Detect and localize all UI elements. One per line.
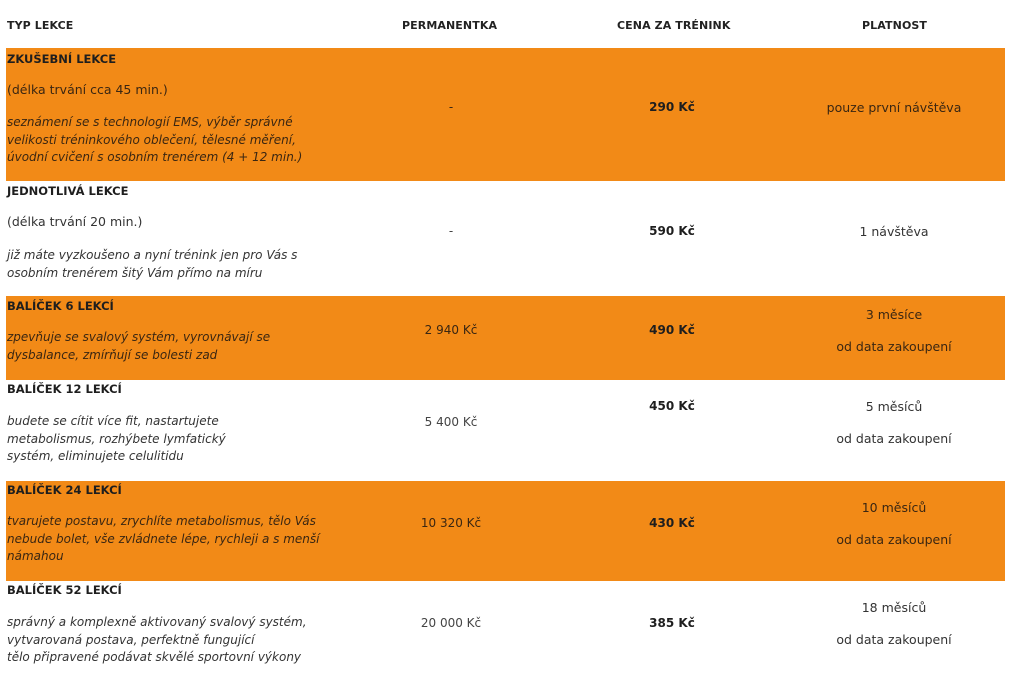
row-price: 590 Kč xyxy=(649,224,695,238)
header-type: TYP LEKCE xyxy=(7,19,74,32)
row-title: BALÍČEK 52 LEKCÍ xyxy=(7,583,122,597)
row-pass: 10 320 Kč xyxy=(420,516,482,530)
row-description: seznámení se s technologií EMS, výběr správné velikosti tréninkového oblečení, tělesné měření, úvodní cvičení s osobním trenérem (4 + 12 min.) xyxy=(7,115,303,164)
row-title: BALÍČEK 6 LEKCÍ xyxy=(7,299,114,313)
row-title: ZKUŠEBNÍ LEKCE xyxy=(7,52,117,66)
table-row xyxy=(6,181,1005,296)
row-description: správný a komplexně aktivovaný svalový systém, vytvarovaná postava, perfektně fungující tělo připravené podávat skvělé sportovní výkony xyxy=(7,615,307,664)
row-validity-note: od data zakoupení xyxy=(836,632,952,647)
table-row xyxy=(6,581,1005,674)
row-price: 385 Kč xyxy=(649,616,695,630)
row-pass: 20 000 Kč xyxy=(420,616,482,630)
row-validity: pouze první návštěva xyxy=(826,100,962,115)
header-pass: PERMANENTKA xyxy=(402,19,498,32)
row-description: tvarujete postavu, zrychlíte metabolismus, tělo Vás nebude bolet, vše zvládnete lépe, rychleji a s menší námahou xyxy=(7,514,320,563)
row-price: 430 Kč xyxy=(649,516,695,530)
table-header xyxy=(0,0,1018,48)
row-title: JEDNOTLIVÁ LEKCE xyxy=(7,184,129,198)
row-validity: 1 návštěva xyxy=(859,224,929,239)
table-row xyxy=(6,48,1005,181)
row-duration: (délka trvání cca 45 min.) xyxy=(7,82,168,97)
row-pass: 2 940 Kč xyxy=(424,323,478,337)
row-validity-note: od data zakoupení xyxy=(836,339,952,354)
table-row xyxy=(6,380,1005,481)
row-validity-note: od data zakoupení xyxy=(836,431,952,446)
row-validity: 3 měsíce xyxy=(865,307,923,322)
row-price: 490 Kč xyxy=(649,323,695,337)
row-title: BALÍČEK 12 LEKCÍ xyxy=(7,382,122,396)
table-row xyxy=(6,296,1005,380)
row-title: BALÍČEK 24 LEKCÍ xyxy=(7,483,122,497)
row-validity: 5 měsíců xyxy=(865,399,923,414)
row-description: zpevňuje se svalový systém, vyrovnávají se dysbalance, zmírňují se bolesti zad xyxy=(7,330,271,362)
table-row xyxy=(6,481,1005,581)
row-pass: - xyxy=(448,100,454,114)
row-validity: 18 měsíců xyxy=(861,600,927,615)
header-price: CENA ZA TRÉNINK xyxy=(617,19,731,32)
row-description: již máte vyzkoušeno a nyní trénink jen pro Vás s osobním trenérem šitý Vám přímo na míru xyxy=(7,248,298,280)
header-validity: PLATNOST xyxy=(862,19,928,32)
row-pass: 5 400 Kč xyxy=(424,415,478,429)
row-description: budete se cítit více fit, nastartujete metabolismus, rozhýbete lymfatický systém, eliminujete celulitidu xyxy=(7,414,226,463)
row-price: 290 Kč xyxy=(649,100,695,114)
row-duration: (délka trvání 20 min.) xyxy=(7,214,143,229)
row-validity: 10 měsíců xyxy=(861,500,927,515)
row-price: 450 Kč xyxy=(649,399,695,413)
row-pass: - xyxy=(448,224,454,238)
row-validity-note: od data zakoupení xyxy=(836,532,952,547)
